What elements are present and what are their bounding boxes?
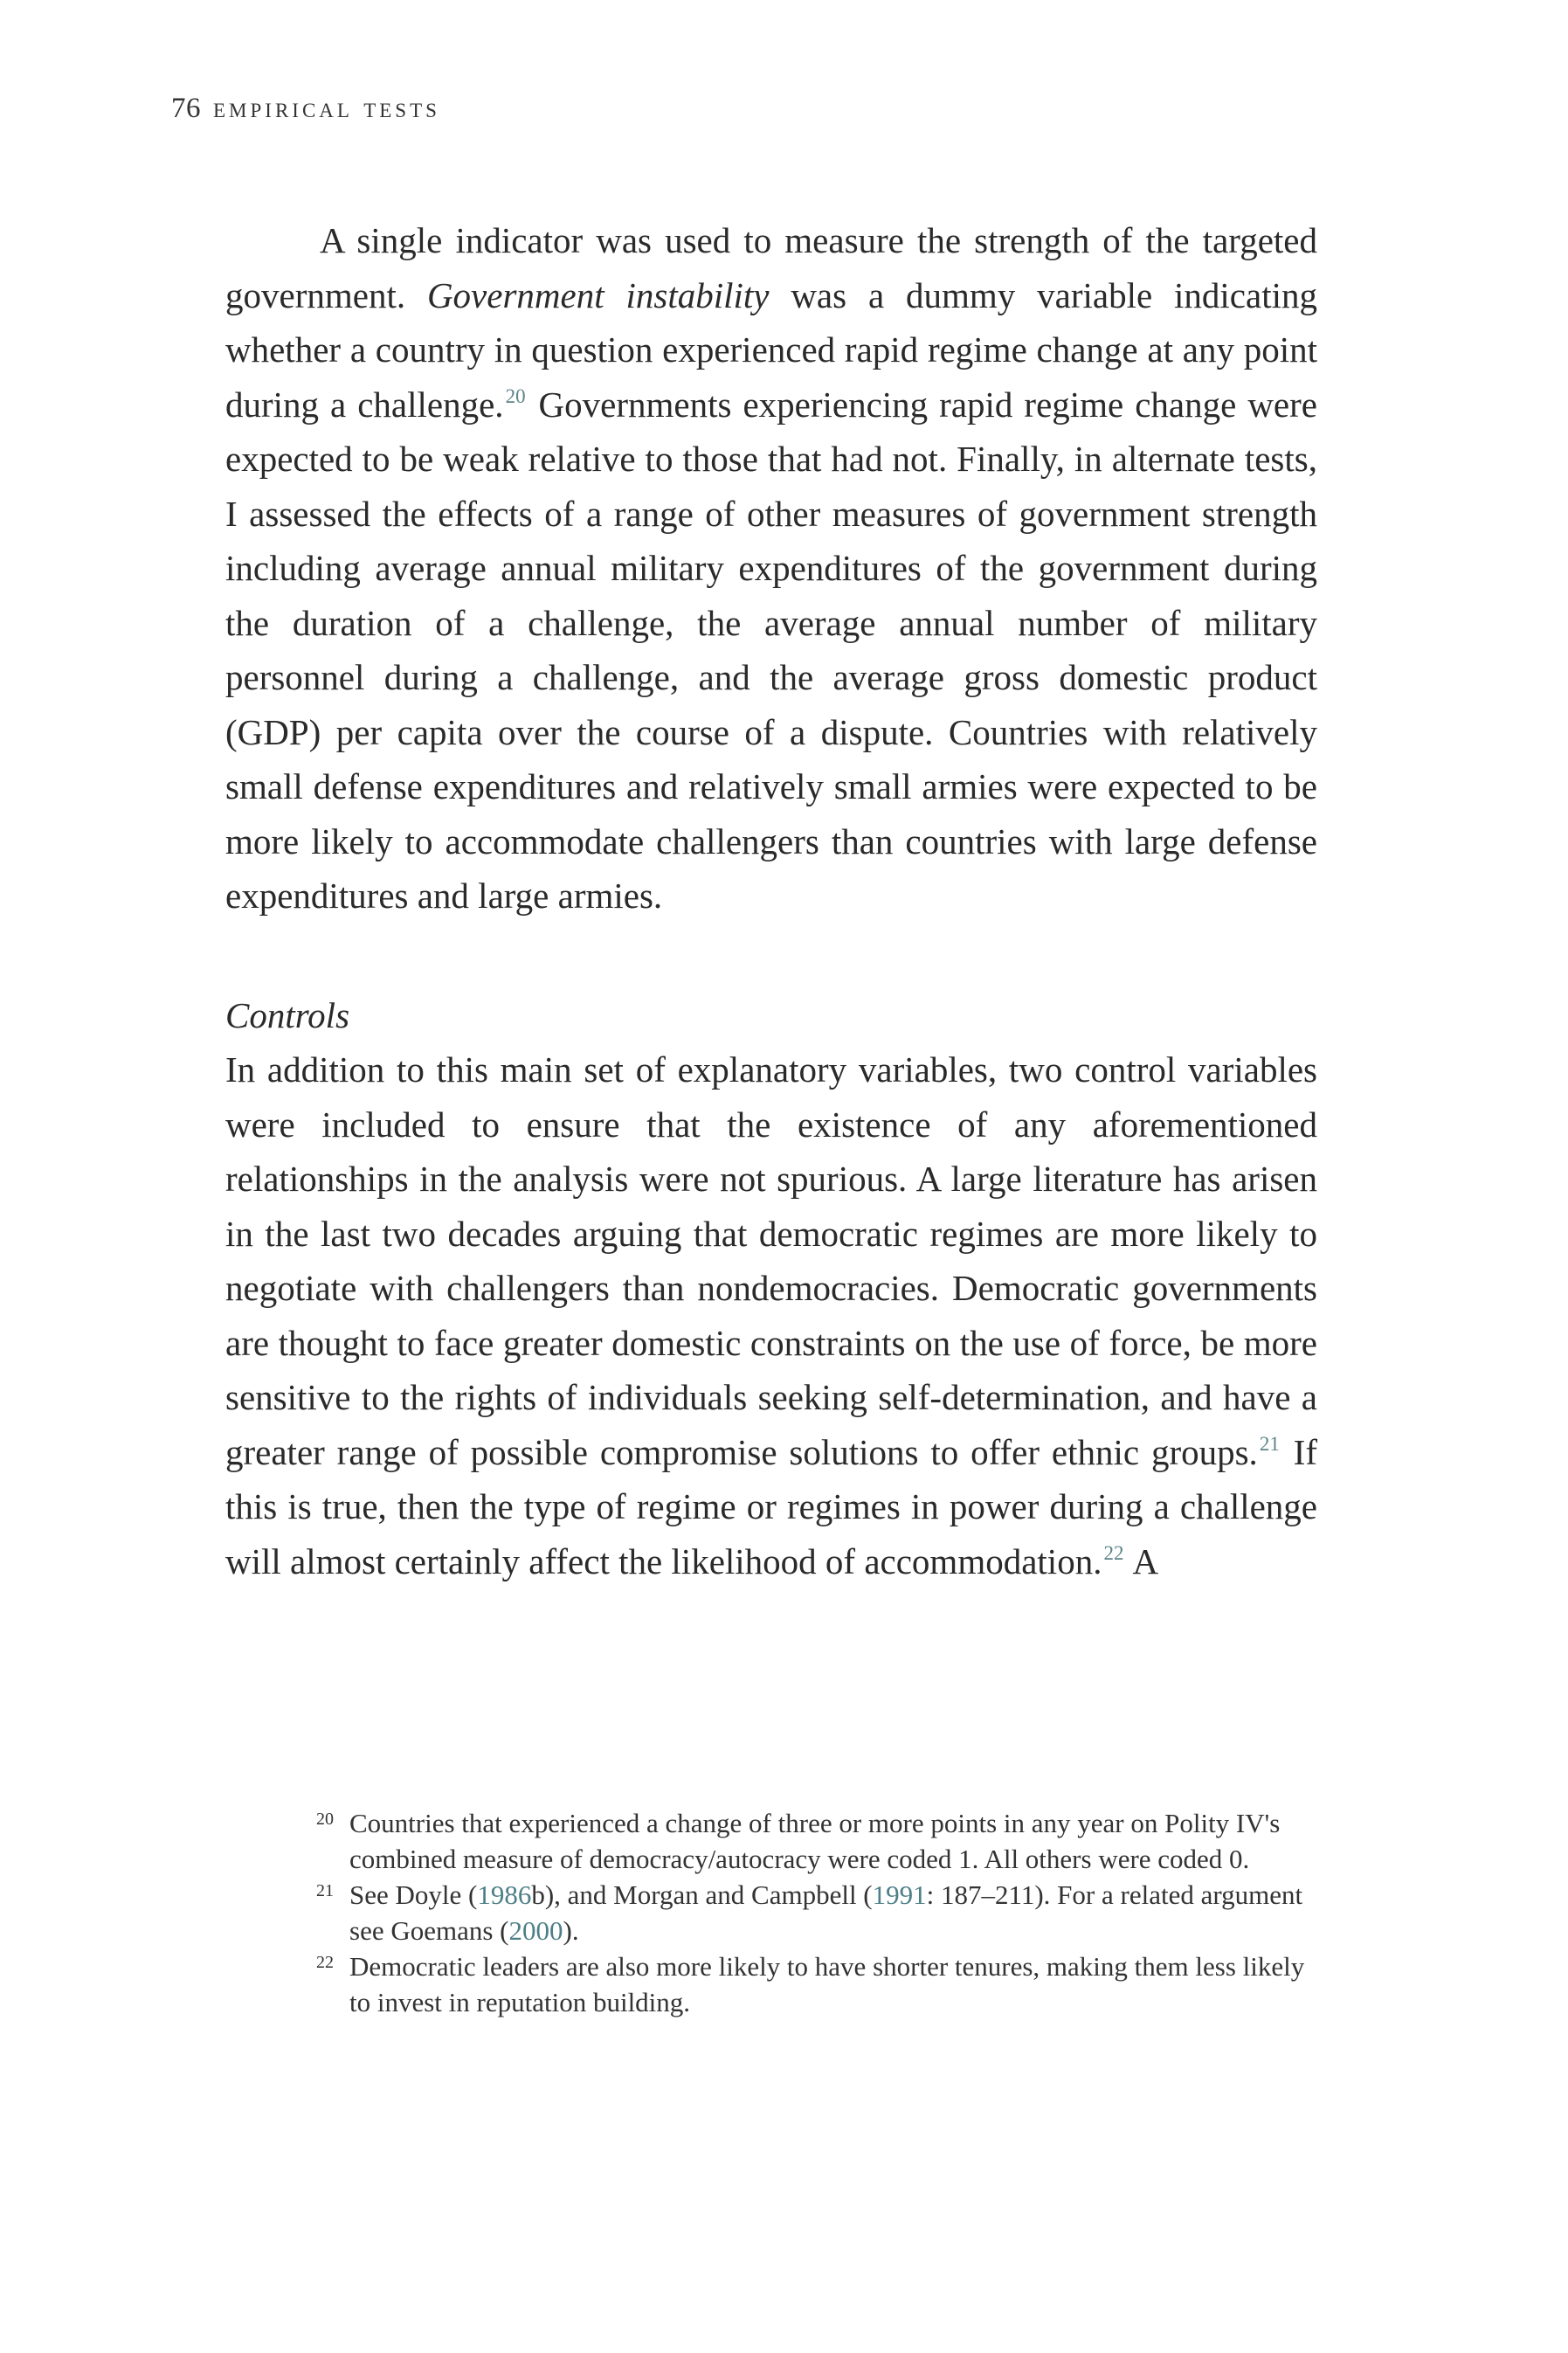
footnote-ref-20[interactable]: 20 xyxy=(505,384,526,407)
footnote-21 xyxy=(316,1877,1312,1948)
citation-link-2000[interactable]: 2000 xyxy=(508,1915,563,1946)
page-number: 76 xyxy=(171,93,201,124)
footnote-marker: 20 xyxy=(316,1810,334,1829)
text-span: If this is true, then the type of regime or regimes in power during a challenge will almost certainly affect the likelihood of accommodation. xyxy=(225,1431,1317,1581)
text-span: ). xyxy=(563,1915,579,1946)
text-span: : 187–211). For a related argument see Goemans ( xyxy=(349,1879,1303,1946)
footnote-text: Countries that experienced a change of three or more points in any year on Polity IV's combined measure of democracy/autocracy were coded 1. All others were coded 0. xyxy=(349,1808,1281,1874)
chapter-title: empirical tests xyxy=(213,93,440,124)
footnote-ref-22[interactable]: 22 xyxy=(1103,1541,1124,1564)
text-span: In addition to this main set of explanatory variables, two control variables were included to ensure that the existence of any aforementioned relationships in the analysis were not spurious. A large literature has arisen in the last two decades arguing that democratic regimes are more likely to negotiate with challengers than nondemocracies. Democratic governments are thought to face greater domestic constraints on the use of force, be more sensitive to the rights of individuals seeking self-determination, and have a greater range of possible compromise solutions to offer ethnic groups. xyxy=(225,1049,1317,1472)
footnotes xyxy=(316,1805,1312,2020)
citation-link-1991[interactable]: 1991 xyxy=(872,1879,927,1910)
paragraph-government-strength xyxy=(225,213,1317,924)
text-span: b), and Morgan and Campbell ( xyxy=(531,1879,873,1910)
text-span: Governments experiencing rapid regime change were expected to be weak relative to those that had not. Finally, in alternate tests, I assessed the effects of a range of other measures of government strength including average annual military expenditures of the government during the duration of a challenge, the average annual number of military personnel during a challenge, and the average gross domestic product (GDP) per capita over the course of a dispute. Countries with relatively small defense expenditures and relatively small armies were expected to be more likely to accommodate challengers than countries with large defense expenditures and large armies. xyxy=(225,384,1317,916)
footnote-text: Democratic leaders are also more likely to have shorter tenures, making them less likely to invest in reputation building. xyxy=(349,1951,1305,2017)
main-text xyxy=(225,213,1317,1588)
running-head xyxy=(171,93,440,125)
text-span: See Doyle ( xyxy=(349,1879,478,1910)
text-span: A xyxy=(1125,1540,1159,1581)
italic-term: Government instability xyxy=(426,274,770,315)
text-span: was a dummy variable indicating whether a country in question experienced rapid regime change at any point during a challenge. xyxy=(225,274,1317,425)
paragraph-controls xyxy=(225,1042,1317,1588)
footnote-text xyxy=(349,1879,1302,1946)
footnote-22 xyxy=(316,1948,1312,2020)
citation-link-1986[interactable]: 1986 xyxy=(477,1879,532,1910)
footnote-ref-21[interactable]: 21 xyxy=(1259,1432,1280,1455)
footnote-20 xyxy=(316,1805,1312,1877)
footnote-marker: 22 xyxy=(316,1953,334,1972)
text-span: A single indicator was used to measure the strength of the targeted government. xyxy=(225,220,1317,315)
footnote-marker: 21 xyxy=(316,1881,334,1900)
section-heading-controls: Controls xyxy=(225,994,350,1035)
